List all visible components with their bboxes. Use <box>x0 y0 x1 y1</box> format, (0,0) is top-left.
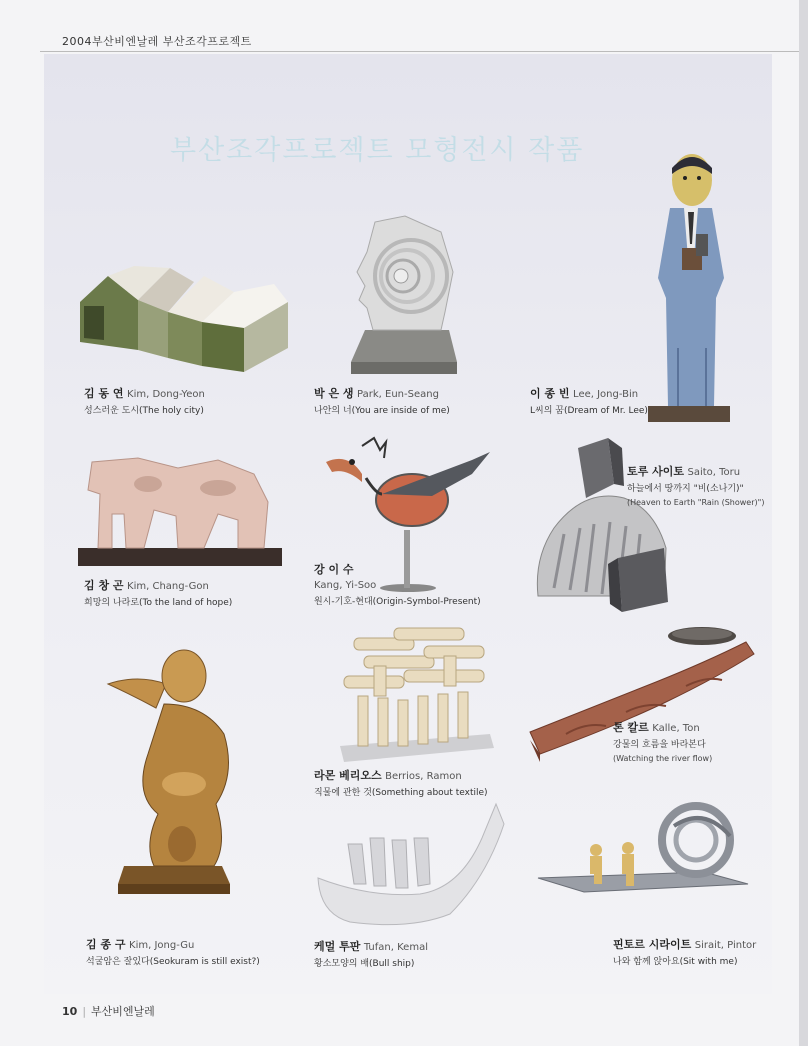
wooden-man-figure-sculpture <box>648 148 736 423</box>
artwork-title: 성스러운 도시(The holy city) <box>84 406 204 416</box>
artist-name-en: Kalle, Ton <box>652 723 700 734</box>
artist-name-en: Kang, Yi-Soo <box>314 580 377 591</box>
artist-name-kr: 라몬 베리오스 <box>314 769 382 782</box>
running-header: 2004부산비엔날레 부산조각프로젝트 <box>62 35 252 48</box>
artist-name-kr: 김 동 연 <box>84 387 124 400</box>
artwork-caption <box>314 768 488 801</box>
artwork-caption <box>530 386 648 419</box>
artist-name-en: Kim, Chang-Gon <box>127 581 209 592</box>
artwork-title: 직물에 관한 것(Something about textile) <box>314 788 488 798</box>
header-rule <box>40 51 800 52</box>
artist-name-kr: 김 창 곤 <box>84 579 124 592</box>
artist-name-kr: 토루 사이토 <box>627 465 684 478</box>
artist-name-kr: 강 이 수 <box>314 563 354 576</box>
footer-label: 부산비엔날레 <box>91 1005 155 1018</box>
artwork-caption <box>613 937 756 970</box>
page-footer: 10 | 부산비엔날레 <box>62 1005 155 1018</box>
artist-name-kr: 톤 칼르 <box>613 721 649 734</box>
artwork-title: 원시-기호-현대(Origin-Symbol-Present) <box>314 597 481 607</box>
spiral-stone-head-sculpture <box>345 212 463 376</box>
artist-name-en: Sirait, Pintor <box>694 940 757 951</box>
artwork-caption <box>627 464 764 508</box>
artwork-caption <box>314 386 450 419</box>
bench-figures-sculpture <box>534 796 756 900</box>
artist-name-kr: 케멀 투판 <box>314 940 361 953</box>
artwork-title: 하늘에서 땅까지 "비(소나기)" <box>627 484 744 494</box>
artwork-title: 석굴암은 잘있다(Seokuram is still exist?) <box>86 957 260 967</box>
white-bull-ship-sculpture <box>310 798 506 934</box>
artwork-title: 희망의 나라로(To the land of hope) <box>84 598 233 608</box>
artist-name-en: Tufan, Kemal <box>363 942 428 953</box>
artwork-title: 황소모양의 배(Bull ship) <box>314 959 415 969</box>
artist-name-kr: 이 종 빈 <box>530 387 570 400</box>
artwork-caption <box>84 578 232 611</box>
artist-name-kr: 김 종 구 <box>86 938 126 951</box>
artwork-title: L씨의 꿈(Dream of Mr. Lee) <box>530 406 648 416</box>
holy-city-houses-sculpture <box>74 262 296 374</box>
page-title: 부산조각프로젝트 모형전시 작품 <box>170 135 585 166</box>
artist-name-kr: 핀토르 시라이트 <box>613 938 692 951</box>
artwork-caption <box>613 720 712 764</box>
artwork-caption <box>314 939 428 972</box>
artist-name-kr: 박 은 생 <box>314 387 354 400</box>
artwork-subtitle: (Heaven to Earth "Rain (Shower)") <box>627 498 765 507</box>
artwork-caption <box>84 386 205 419</box>
artwork-title: 강물의 흐름을 바라본다 <box>613 740 706 750</box>
artwork-title: 나안의 너(You are inside of me) <box>314 406 450 416</box>
artist-name-en: Saito, Toru <box>687 467 741 478</box>
artwork-title: 나와 함께 앉아요(Sit with me) <box>613 957 738 967</box>
artwork-caption <box>314 562 481 610</box>
stacked-logs-sculpture <box>334 626 496 768</box>
pink-stone-arch-sculpture <box>78 454 286 570</box>
artwork-caption <box>86 937 260 970</box>
page-edge <box>799 0 808 1046</box>
bronze-seated-figure-sculpture <box>104 644 236 896</box>
artwork-subtitle: (Watching the river flow) <box>613 754 713 763</box>
artist-name-en: Lee, Jong-Bin <box>573 389 639 400</box>
artist-name-en: Berrios, Ramon <box>385 771 462 782</box>
artist-name-en: Kim, Jong-Gu <box>129 940 195 951</box>
artist-name-en: Kim, Dong-Yeon <box>127 389 205 400</box>
artist-name-en: Park, Eun-Seang <box>357 389 439 400</box>
page-number: 10 <box>62 1005 78 1018</box>
